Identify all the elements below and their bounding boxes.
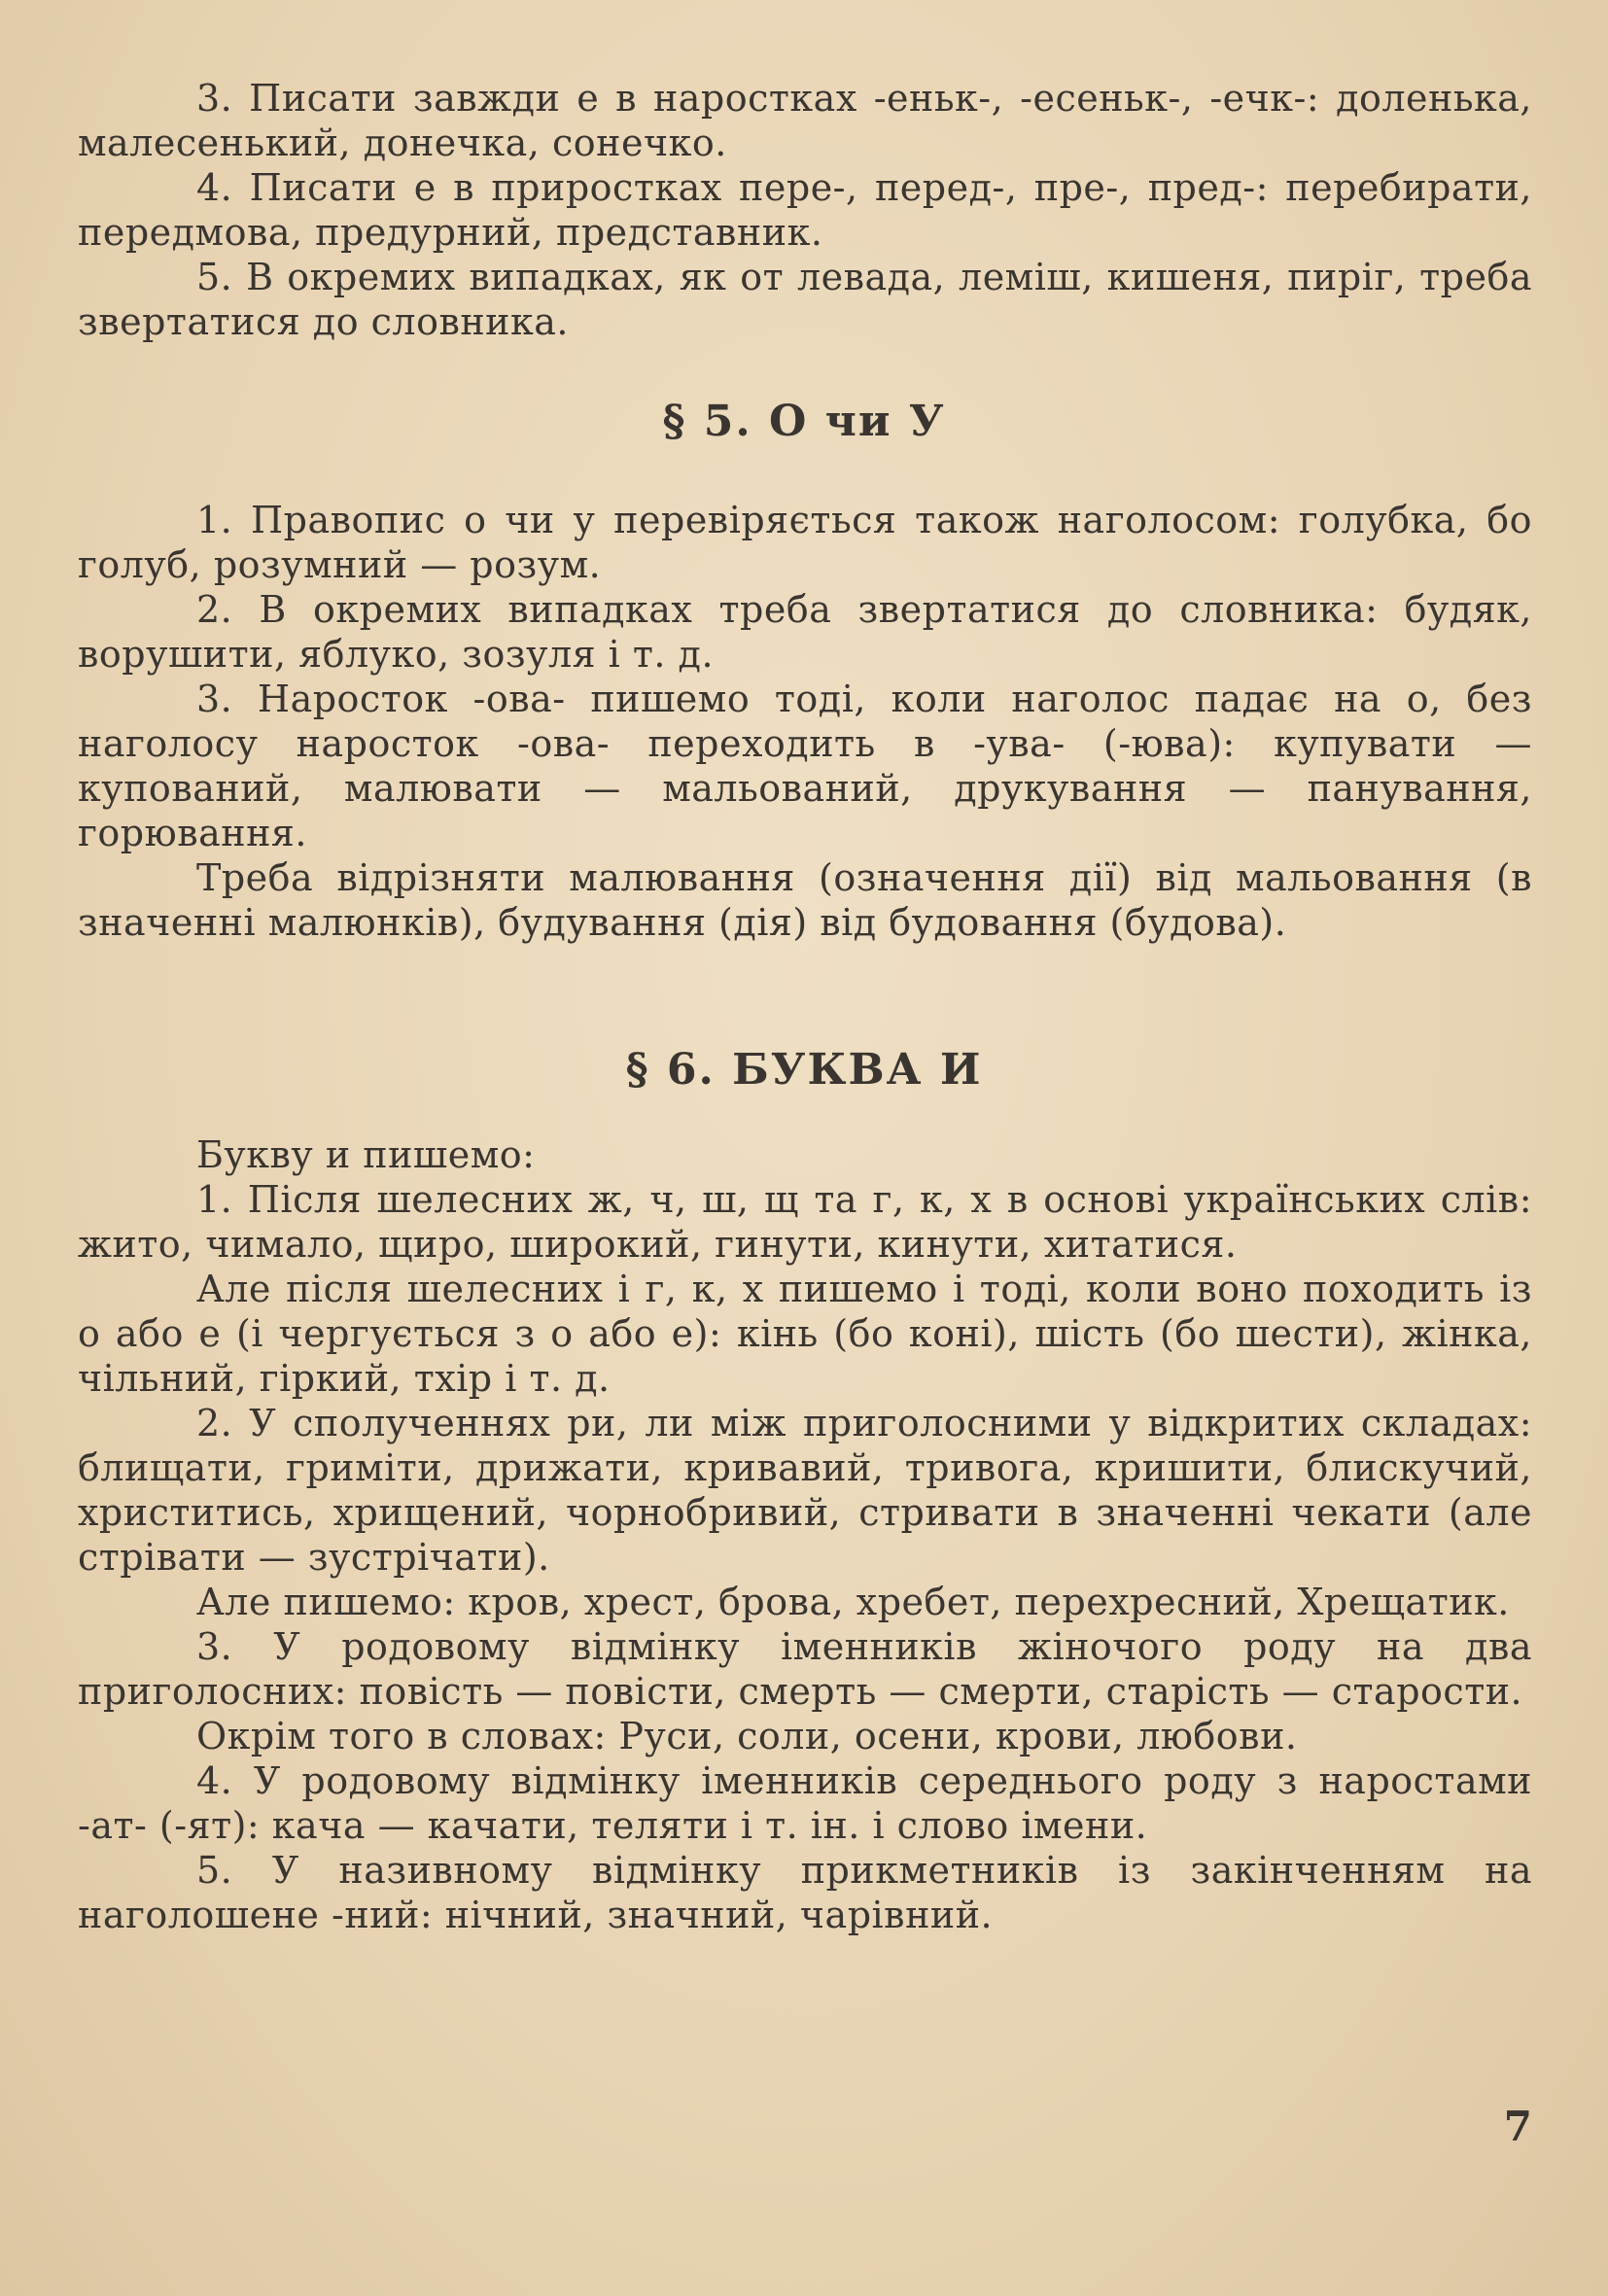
rule-paragraph: 5. В окремих випадках, як от левада, леміш, кишеня, пиріг, треба звертатися до словника. xyxy=(78,256,1532,343)
section-5-body xyxy=(78,498,1532,945)
rule-paragraph: 5. У називному відмінку прикметників із закінченням на наголошене -ний: нічний, значний, чарівний. xyxy=(78,1849,1532,1936)
rule-paragraph: 2. У сполученнях ри, ли між приголосними у відкритих складах: блищати, гриміти, дрижати, кривавий, тривога, кришити, блискучий, христитись, хрищений, чорнобривий, стривати в значенні чекати (але стрівати — зустрічати). xyxy=(78,1402,1532,1579)
rule-paragraph: 2. В окремих випадках треба звертатися до словника: будяк, ворушити, яблуко, зозуля і т. д. xyxy=(78,588,1532,676)
rule-paragraph: 4. Писати е в приростках пере-, перед-, пре-, пред-: перебирати, передмова, предурний, представник. xyxy=(78,166,1532,254)
section-6-body xyxy=(78,1132,1532,1937)
section-5-heading: § 5. О чи У xyxy=(662,397,946,446)
rule-paragraph: 1. Після шелесних ж, ч, ш, щ та г, к, х в основі українських слів: жито, чимало, щиро, широкий, гинути, кинути, хитатися. xyxy=(78,1178,1532,1266)
rule-paragraph: 3. У родовому відмінку іменників жіночого роду на два приголосних: повість — повісти, смерть — смерти, старість — старости. xyxy=(78,1625,1532,1713)
note-paragraph: Треба відрізняти малювання (означення дії) від мальовання (в значенні малюнків), будування (дія) від будовання (будова). xyxy=(78,856,1532,944)
rule-paragraph: 3. Наросток -ова- пишемо тоді, коли наголос падає на о, без наголосу наросток -ова- переходить в -ува- (-юва): купувати — купований, малювати — мальований, друкування — панування, горювання. xyxy=(78,678,1532,854)
continuation-block xyxy=(78,76,1532,344)
note-paragraph: Але після шелесних і г, к, х пишемо і тоді, коли воно походить із о або е (і чергується з о або е): кінь (бо коні), шість (бо шести), жінка, чільний, гіркий, тхір і т. д. xyxy=(78,1268,1532,1400)
section-6-heading: § 6. БУКВА И xyxy=(625,1045,983,1095)
rule-paragraph: 4. У родовому відмінку іменників середнього роду з наростами -ат- (-ят): кача — качати, теляти і т. ін. і слово імени. xyxy=(78,1759,1532,1847)
page-number: 7 xyxy=(1503,2103,1532,2150)
note-paragraph: Окрім того в словах: Руси, соли, осени, крови, любови. xyxy=(196,1715,1298,1757)
rule-paragraph: 1. Правопис о чи у перевіряється також наголосом: голубка, бо голуб, розумний — розум. xyxy=(78,499,1532,586)
intro-paragraph: Букву и пишемо: xyxy=(196,1133,536,1176)
rule-paragraph: 3. Писати завжди е в наростках -еньк-, -есеньк-, -ечк-: доленька, малесенький, донечка, сонечко. xyxy=(78,77,1532,164)
note-paragraph: Але пишемо: кров, хрест, брова, хребет, перехресний, Хрещатик. xyxy=(196,1581,1510,1623)
